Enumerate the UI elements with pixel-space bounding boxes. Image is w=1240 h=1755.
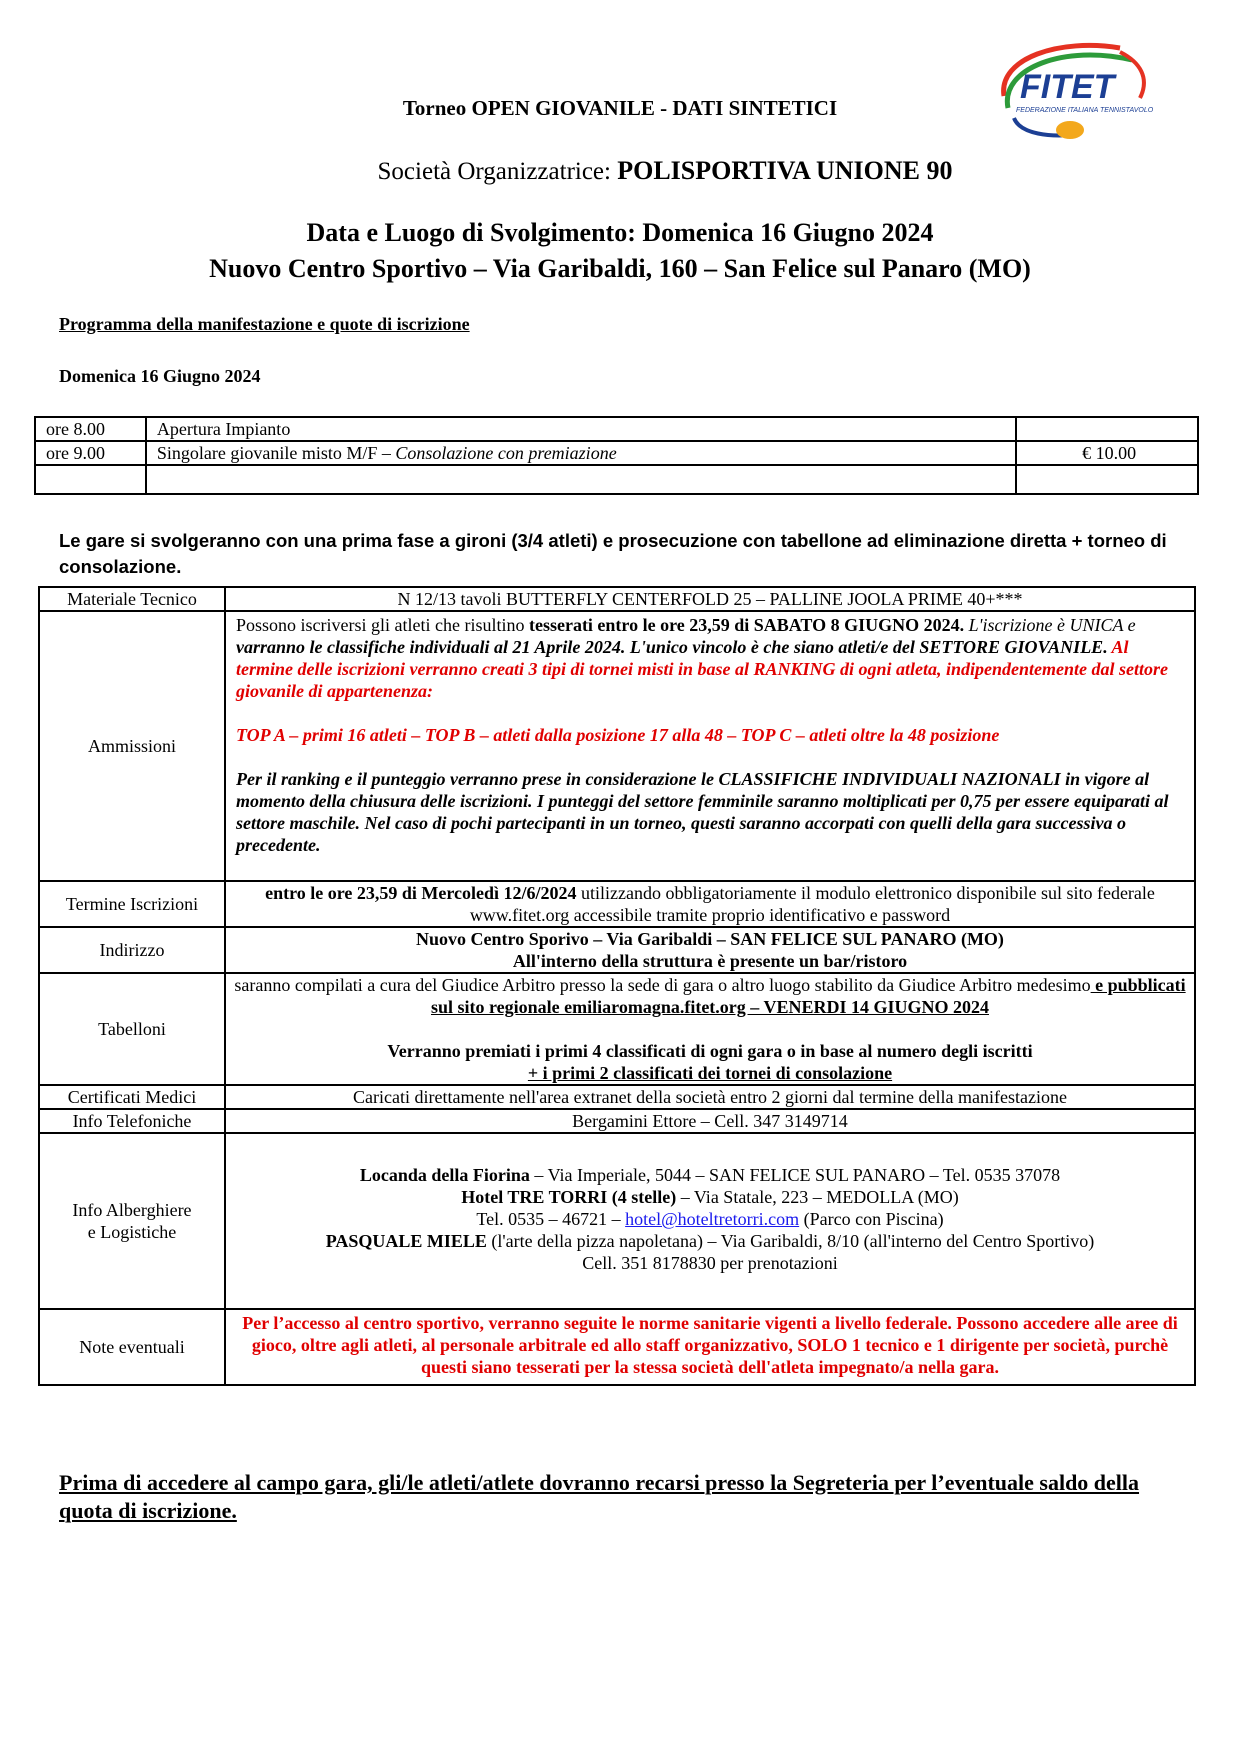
schedule-fee bbox=[1016, 417, 1198, 441]
closing-note: Prima di accedere al campo gara, gli/le atleti/atlete dovranno recarsi presso la Segreteria per l’eventuale saldo della quota di iscrizione. bbox=[59, 1470, 1140, 1523]
termine-text: entro le ore 23,59 di Mercoledì 12/6/2024 utilizzando obbligatoriamente il modulo elettronico disponibile sul sito federale www.fitet.org accessibile tramite proprio identificativo e password bbox=[225, 881, 1195, 927]
row-label: Indirizzo bbox=[39, 927, 225, 973]
fitet-logo bbox=[990, 38, 1160, 150]
row-label: Info Alberghiere e Logistiche bbox=[39, 1133, 225, 1309]
row-label: Materiale Tecnico bbox=[39, 587, 225, 611]
schedule-table bbox=[34, 416, 1199, 495]
schedule-fee: € 10.00 bbox=[1016, 441, 1198, 465]
table-row bbox=[35, 417, 1198, 441]
row-label: Certificati Medici bbox=[39, 1085, 225, 1109]
logo-text: FITET bbox=[1020, 68, 1115, 106]
table-row bbox=[39, 1309, 1195, 1385]
table-row bbox=[35, 441, 1198, 465]
venue-line: Nuovo Centro Sportivo – Via Garibaldi, 160 – San Felice sul Panaro (MO) bbox=[209, 254, 1031, 283]
telefoniche-text: Bergamini Ettore – Cell. 347 3149714 bbox=[225, 1109, 1195, 1133]
certificati-text: Caricati direttamente nell'area extranet della società entro 2 giorni dal termine della manifestazione bbox=[225, 1085, 1195, 1109]
table-row bbox=[39, 1133, 1195, 1309]
table-row bbox=[39, 1109, 1195, 1133]
schedule-time: ore 9.00 bbox=[35, 441, 146, 465]
schedule-time: ore 8.00 bbox=[35, 417, 146, 441]
row-label: Tabelloni bbox=[39, 973, 225, 1085]
intro-text: Le gare si svolgeranno con una prima fase a gironi (3/4 atleti) e prosecuzione con tabellone ad eliminazione diretta + torneo di consolazione. bbox=[59, 530, 1167, 577]
table-row bbox=[39, 1085, 1195, 1109]
table-row bbox=[39, 973, 1195, 1085]
indirizzo-text: Nuovo Centro Sporivo – Via Garibaldi – SAN FELICE SUL PANARO (MO) All'interno della struttura è presente un bar/ristoro bbox=[225, 927, 1195, 973]
table-row bbox=[39, 611, 1195, 881]
document-title: Torneo OPEN GIOVANILE - DATI SINTETICI bbox=[402, 96, 838, 120]
table-row bbox=[39, 587, 1195, 611]
alberghiere-text: Locanda della Fiorina – Via Imperiale, 5044 – SAN FELICE SUL PANARO – Tel. 0535 37078 Hotel TRE TORRI (4 stelle) – Via Statale, 223 – MEDOLLA (MO) Tel. 0535 – 46721 – hotel@hoteltretorri.com (Parco con Piscina) PASQUALE MIELE (l'arte della pizza napoletana) – Via Garibaldi, 8/10 (all'interno del Centro Sportivo) Cell. 351 8178830 per prenotazioni bbox=[225, 1133, 1195, 1309]
schedule-event: Singolare giovanile misto M/F – Consolazione con premiazione bbox=[146, 441, 1016, 465]
day-heading: Domenica 16 Giugno 2024 bbox=[59, 366, 261, 386]
row-label: Termine Iscrizioni bbox=[39, 881, 225, 927]
table-row bbox=[39, 881, 1195, 927]
table-row bbox=[39, 927, 1195, 973]
table-row bbox=[35, 465, 1198, 494]
programma-heading: Programma della manifestazione e quote di iscrizione bbox=[59, 314, 470, 334]
info-table bbox=[38, 586, 1196, 1386]
hotel-email-link[interactable]: hotel@hoteltretorri.com bbox=[625, 1209, 800, 1229]
schedule-event: Apertura Impianto bbox=[146, 417, 1016, 441]
tabelloni-text: saranno compilati a cura del Giudice Arbitro presso la sede di gara o altro luogo stabilito da Giudice Arbitro medesimo e pubblicati sul sito regionale emiliaromagna.fitet.org – VENERDI 14 GIUGNO 2024 Verranno premiati i primi 4 classificati di ogni gara o in base al numero degli iscritti + i primi 2 classificati dei tornei di consolazione bbox=[225, 973, 1195, 1085]
ammissioni-text: Possono iscriversi gli atleti che risultino tesserati entro le ore 23,59 di SABATO 8 GIUGNO 2024. L'iscrizione è UNICA e varranno le classifiche individuali al 21 Aprile 2024. L'unico vincolo è che siano atleti/e del SETTORE GIOVANILE. Al termine delle iscrizioni verranno creati 3 tipi di tornei misti in base al RANKING di ogni atleta, indipendentemente dal settore giovanile di appartenenza: TOP A – primi 16 atleti – TOP B – atleti dalla posizione 17 alla 48 – TOP C – atleti oltre la 48 posizione Per il ranking e il punteggio verranno prese in considerazione le CLASSIFICHE INDIVIDUALI NAZIONALI in vigore al momento della chiusura delle iscrizioni. I punteggi del settore femminile saranno moltiplicati per 0,75 per essere equiparati al settore maschile. Nel caso di pochi partecipanti in un torneo, questi saranno accorpati con quelli della gara successiva o precedente. bbox=[225, 611, 1195, 881]
materiale-text: N 12/13 tavoli BUTTERFLY CENTERFOLD 25 – PALLINE JOOLA PRIME 40+*** bbox=[225, 587, 1195, 611]
ball-icon bbox=[1056, 121, 1084, 139]
organizer-line bbox=[0, 156, 1240, 186]
date-line: Data e Luogo di Svolgimento: Domenica 16 Giugno 2024 bbox=[306, 218, 934, 247]
note-text: Per l’accesso al centro sportivo, verranno seguite le norme sanitarie vigenti a livello federale. Possono accedere alle aree di gioco, oltre agli atleti, al personale arbitrale ed allo staff organizzativo, SOLO 1 tecnico e 1 dirigente per società, purchè questi siano tesserati per la stessa società dell'atleta impegnato/a nella gara. bbox=[225, 1309, 1195, 1385]
row-label: Info Telefoniche bbox=[39, 1109, 225, 1133]
organizer-label: Società Organizzatrice: bbox=[377, 158, 618, 185]
logo-subtitle: FEDERAZIONE ITALIANA TENNISTAVOLO bbox=[1016, 107, 1154, 114]
row-label: Note eventuali bbox=[39, 1309, 225, 1385]
row-label: Ammissioni bbox=[39, 611, 225, 881]
organizer-name: POLISPORTIVA UNIONE 90 bbox=[617, 156, 953, 185]
